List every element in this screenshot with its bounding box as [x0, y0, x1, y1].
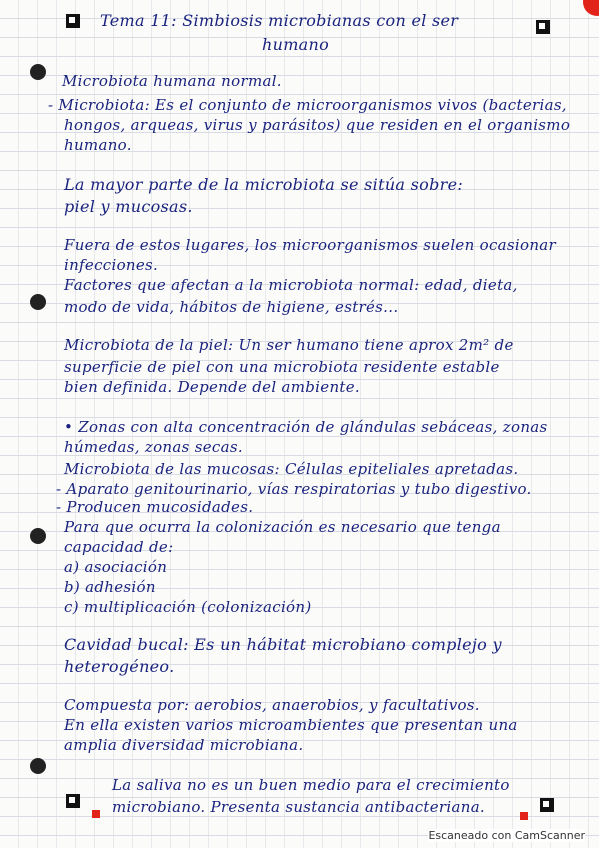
text-line: La mayor parte de la microbiota se sitúa sobre:: [64, 175, 464, 194]
section-heading: Microbiota de la piel: Un ser humano tiene aprox 2m² de: [64, 336, 514, 354]
scanner-watermark: Escaneado con CamScanner: [428, 829, 585, 842]
text-line: heterogéneo.: [64, 657, 175, 676]
text-line: hongos, arqueas, virus y parásitos) que residen en el organismo: [64, 116, 571, 134]
top-left-marker-icon: [66, 14, 80, 28]
text-line: amplia diversidad microbiana.: [64, 736, 304, 754]
text-line: bien definida. Depende del ambiente.: [64, 378, 360, 396]
list-item: c) multiplicación (colonización): [64, 598, 312, 616]
section-heading: Microbiota de las mucosas: Células epiteliales apretadas.: [64, 460, 519, 478]
section-heading: Cavidad bucal: Es un hábitat microbiano complejo y: [64, 635, 502, 654]
page-title: Tema 11: Simbiosis microbianas con el ser: [100, 11, 459, 30]
bullet-line: • Zonas con alta concentración de glándulas sebáceas, zonas: [64, 418, 548, 436]
text-line: - Microbiota: Es el conjunto de microorganismos vivos (bacterias,: [48, 96, 567, 114]
text-line: humano.: [64, 136, 132, 154]
text-line: La saliva no es un buen medio para el crecimiento: [112, 776, 510, 794]
text-line: En ella existen varios microambientes que presentan una: [64, 716, 518, 734]
list-item: a) asociación: [64, 558, 168, 576]
page-title-continued: humano: [262, 35, 330, 54]
text-line: superficie de piel con una microbiota residente estable: [64, 358, 500, 376]
red-square-icon: [520, 812, 528, 820]
text-line: húmedas, zonas secas.: [64, 438, 243, 456]
list-item: b) adhesión: [64, 578, 156, 596]
text-line: Factores que afectan a la microbiota normal: edad, dieta,: [64, 276, 518, 294]
text-line: infecciones.: [64, 256, 159, 274]
binder-hole-icon: [30, 294, 46, 310]
text-line: Compuesta por: aerobios, anaerobios, y facultativos.: [64, 696, 480, 714]
binder-hole-icon: [30, 64, 46, 80]
text-line: piel y mucosas.: [64, 197, 193, 216]
text-line: capacidad de:: [64, 538, 174, 556]
binder-hole-icon: [30, 758, 46, 774]
section-heading: Microbiota humana normal.: [62, 72, 282, 90]
binder-hole-icon: [30, 528, 46, 544]
red-square-icon: [92, 810, 100, 818]
text-line: modo de vida, hábitos de higiene, estrés...: [64, 298, 399, 316]
text-line: Para que ocurra la colonización es necesario que tenga: [64, 518, 501, 536]
bottom-right-marker-icon: [540, 798, 554, 812]
text-line: - Producen mucosidades.: [56, 498, 254, 516]
top-right-marker-icon: [536, 20, 550, 34]
text-line: - Aparato genitourinario, vías respiratorias y tubo digestivo.: [56, 480, 532, 498]
text-line: microbiano. Presenta sustancia antibacteriana.: [112, 798, 486, 816]
corner-red-dot: [583, 0, 599, 16]
text-line: Fuera de estos lugares, los microorganismos suelen ocasionar: [64, 236, 557, 254]
bottom-left-marker-icon: [66, 794, 80, 808]
